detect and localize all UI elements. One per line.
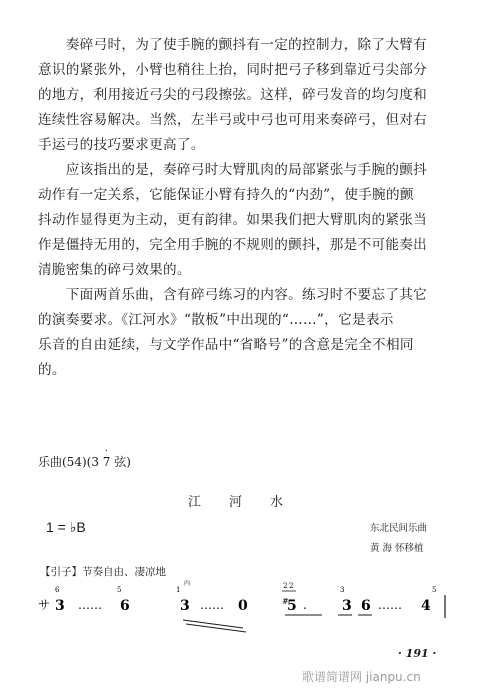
small-mark: 2 — [283, 582, 288, 590]
text-line: 手运弓的技巧要求更高了。 — [38, 137, 205, 153]
dots: …… — [378, 598, 402, 612]
dots: …… — [200, 598, 224, 612]
paragraph-3 — [38, 283, 458, 383]
text-line: 乐音的自由延续，与文学作品中“省略号”的含意是完全不相同 — [38, 337, 414, 353]
paragraph-1 — [38, 33, 458, 158]
credit-arranger: 黄 海 怀移植 — [370, 543, 424, 554]
small-mark: 1 — [176, 586, 181, 594]
watermark: 歌谱简谱网 jianpu.cn — [302, 670, 421, 684]
page-number: · 191 · — [398, 647, 437, 660]
song-title: 江河水 — [188, 495, 312, 510]
tuning-note-b: · 7 — [103, 455, 111, 469]
note: 3 — [180, 598, 190, 614]
small-mark: 内 — [184, 580, 191, 587]
piece-label-prefix: 乐曲(54)( — [38, 455, 92, 469]
sharp-mark: # — [282, 597, 289, 606]
text-line: 下面两首乐曲，含有碎弓练习的内容。练习时不要忘了其它 — [38, 287, 428, 303]
note: 3 — [342, 598, 352, 614]
small-mark: 5 — [432, 586, 437, 594]
small-mark: 6 — [55, 586, 60, 594]
piece-label — [38, 453, 131, 470]
text-line: 的地方，利用接近弓尖的弓段擦弦。这样，碎弓发音的均匀度和 — [38, 87, 428, 103]
note: 3 — [55, 598, 65, 614]
text-line: 清脆密集的碎弓效果的。 — [38, 262, 191, 278]
text-line: 抖动作显得更为主动，更有韵律。如果我们把大臂肌肉的紧张当 — [38, 212, 428, 228]
note: 4 — [421, 598, 431, 614]
key-signature: 1 = ♭B — [46, 519, 86, 535]
section-heading: 【引子】节奏自由、凄凉地 — [40, 566, 166, 578]
text-line: 奏碎弓时，为了使手腕的颤抖有一定的控制力，除了大臂有 — [38, 37, 428, 53]
note: 0 — [238, 598, 248, 614]
glissando-line — [183, 620, 243, 628]
text-line: 意识的紧张外，小臂也稍往上抬，同时把弓子移到靠近弓尖部分 — [38, 62, 428, 78]
text-line: 作是僵持无用的，完全用手腕的不规则的颤抖，那是不可能奏出 — [38, 237, 428, 253]
note: 6 — [361, 598, 371, 614]
text-line: 动作有一定关系，它能保证小臂有持久的“内劲”，使手腕的颤 — [38, 187, 414, 203]
note: 6 — [120, 598, 130, 614]
numbered-notation-score — [0, 580, 487, 640]
tuning-note-a: 3 — [91, 455, 99, 469]
dots: . — [303, 598, 307, 612]
text-line: 的演奏要求。《江河水》“散板”中出现的“……”，它是表示 — [38, 312, 394, 328]
small-mark: 5 — [117, 586, 122, 594]
lead-symbol: サ — [38, 598, 51, 612]
text-line: 连续性容易解决。当然，左半弓或中弓也可用来奏碎弓，但对右 — [38, 112, 428, 128]
piece-label-suffix: 弦) — [110, 455, 131, 469]
glissando-line — [186, 624, 246, 632]
text-line: 的。 — [38, 362, 66, 378]
credit-origin: 东北民间乐曲 — [370, 523, 428, 534]
small-mark: 2 — [289, 582, 294, 590]
note: 5 — [287, 598, 297, 614]
dots: …… — [78, 598, 102, 612]
small-mark: 3 — [340, 586, 345, 594]
paragraph-2 — [38, 158, 458, 283]
text-line: 应该指出的是，奏碎弓时大臂肌肉的局部紧张与手腕的颤抖 — [38, 162, 428, 178]
